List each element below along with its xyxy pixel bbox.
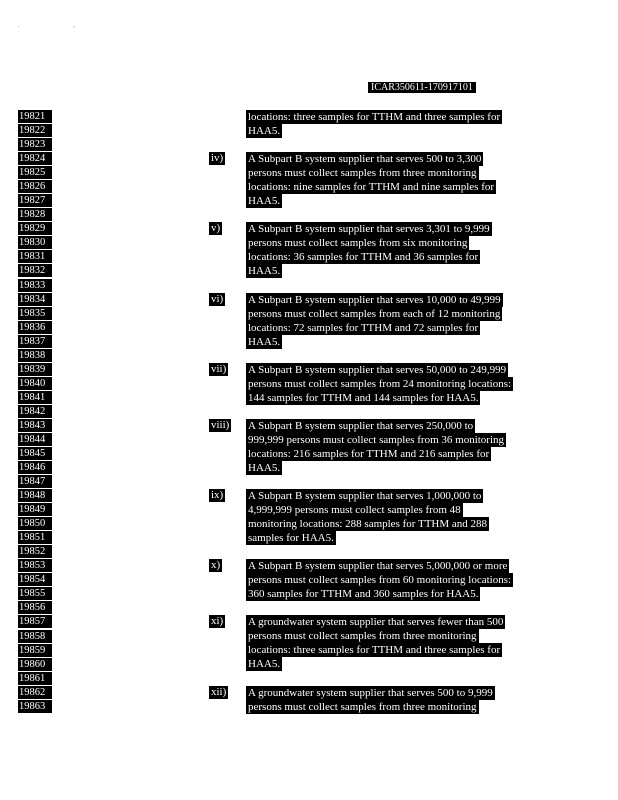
line-number: 19858 [18,630,52,643]
paragraph-line: HAA5. [248,461,281,474]
line-number: 19846 [18,461,52,474]
line-number: 19853 [18,559,52,572]
line-number: 19828 [18,208,52,221]
paragraph-line: A groundwater system supplier that serves fewer than 500 [248,616,504,629]
line-number: 19823 [18,138,52,151]
paragraph-line: A Subpart B system supplier that serves 5,000,000 or more [248,560,508,573]
line-number: 19856 [18,601,52,614]
line-number: 19830 [18,236,52,249]
line-number: 19843 [18,419,52,432]
paragraph-line: locations: nine samples for TTHM and nine samples for [248,181,495,194]
line-number: 19847 [18,475,52,488]
line-number: 19833 [18,279,52,292]
item-paragraph [246,222,492,278]
line-number: 19845 [18,447,52,460]
line-number: 19835 [18,307,52,320]
line-number: 19851 [18,531,52,544]
item-paragraph [246,152,496,208]
paragraph-line: A Subpart B system supplier that serves 1,000,000 to [248,490,482,503]
item-paragraph [246,110,502,138]
paragraph-line: A Subpart B system supplier that serves 500 to 3,300 [248,153,482,166]
item-paragraph [246,615,505,671]
line-number: 19850 [18,517,52,530]
paragraph-line: samples for HAA5. [248,532,334,545]
item-label: x) [211,559,221,572]
paragraph-line: HAA5. [248,265,281,278]
line-number: 19842 [18,405,52,418]
item-paragraph [246,363,513,405]
paragraph-line: locations: three samples for TTHM and three samples for [248,111,501,123]
paragraph-line: 144 samples for TTHM and 144 samples for HAA5. [248,391,479,404]
paragraph-line: persons must collect samples from each of 12 monitoring [248,307,501,320]
item-paragraph [246,686,495,714]
document-header-code: ICAR350611-170917101 [368,82,476,93]
paragraph-line: A groundwater system supplier that serves 500 to 9,999 [248,686,493,699]
paragraph-line: persons must collect samples from 24 monitoring locations: [248,377,512,390]
paragraph-line: persons must collect samples from six monitoring [248,237,468,250]
paragraph-line: HAA5. [248,125,281,137]
item-label: xi) [211,615,224,628]
paragraph-line: A Subpart B system supplier that serves 250,000 to [248,419,474,432]
scan-specks: ' " [18,26,102,32]
line-number: 19822 [18,124,52,137]
line-number: 19838 [18,349,52,362]
item-label: xii) [211,685,227,698]
paragraph-line: 360 samples for TTHM and 360 samples for HAA5. [248,588,479,601]
paragraph-line: locations: 36 samples for TTHM and 36 samples for [248,251,479,264]
item-paragraph [246,419,506,475]
paragraph-line: locations: 216 samples for TTHM and 216 samples for [248,447,490,460]
paragraph-line: HAA5. [248,195,281,208]
line-number: 19837 [18,335,52,348]
line-number: 19834 [18,293,52,306]
line-number: 19831 [18,250,52,263]
paragraph-line: HAA5. [248,658,281,671]
item-paragraph [246,489,489,545]
line-number: 19832 [18,264,52,277]
paragraph-line: persons must collect samples from 60 monitoring locations: [248,574,512,587]
item-paragraph [246,293,503,349]
line-number: 19825 [18,166,52,179]
line-number: 19827 [18,194,52,207]
line-number: 19862 [18,686,52,699]
line-number: 19863 [18,700,52,713]
line-number: 19861 [18,672,52,685]
line-number: 19859 [18,644,52,657]
paragraph-line: locations: three samples for TTHM and three samples for [248,644,501,657]
line-number: 19826 [18,180,52,193]
line-number: 19836 [18,321,52,334]
line-number: 19839 [18,363,52,376]
paragraph-line: HAA5. [248,335,281,348]
line-number: 19840 [18,377,52,390]
paragraph-line: A Subpart B system supplier that serves 3,301 to 9,999 [248,223,490,236]
line-number: 19821 [18,110,52,123]
item-paragraph [246,559,513,601]
line-number: 19841 [18,391,52,404]
item-label: ix) [211,489,224,502]
line-number: 19854 [18,573,52,586]
paragraph-line: persons must collect samples from three monitoring [248,167,477,180]
line-number: 19824 [18,152,52,165]
paragraph-line: A Subpart B system supplier that serves 10,000 to 49,999 [248,293,501,306]
item-label: v) [211,222,221,235]
paragraph-line: locations: 72 samples for TTHM and 72 samples for [248,321,479,334]
line-number: 19857 [18,615,52,628]
paragraph-line: persons must collect samples from three monitoring [248,700,477,713]
paragraph-line: persons must collect samples from three monitoring [248,630,477,643]
line-number: 19855 [18,587,52,600]
paragraph-line: 4,999,999 persons must collect samples from 48 [248,504,461,517]
line-number: 19849 [18,503,52,516]
line-number: 19848 [18,489,52,502]
item-label: iv) [211,152,224,165]
paragraph-line: A Subpart B system supplier that serves 50,000 to 249,999 [248,363,507,376]
line-number: 19852 [18,545,52,558]
item-label: viii) [211,418,230,431]
item-label: vi) [211,292,224,305]
line-number: 19860 [18,658,52,671]
paragraph-line: monitoring locations: 288 samples for TTHM and 288 [248,518,488,531]
line-number: 19829 [18,222,52,235]
item-label: vii) [211,362,227,375]
line-number: 19844 [18,433,52,446]
paragraph-line: 999,999 persons must collect samples from 36 monitoring [248,433,505,446]
